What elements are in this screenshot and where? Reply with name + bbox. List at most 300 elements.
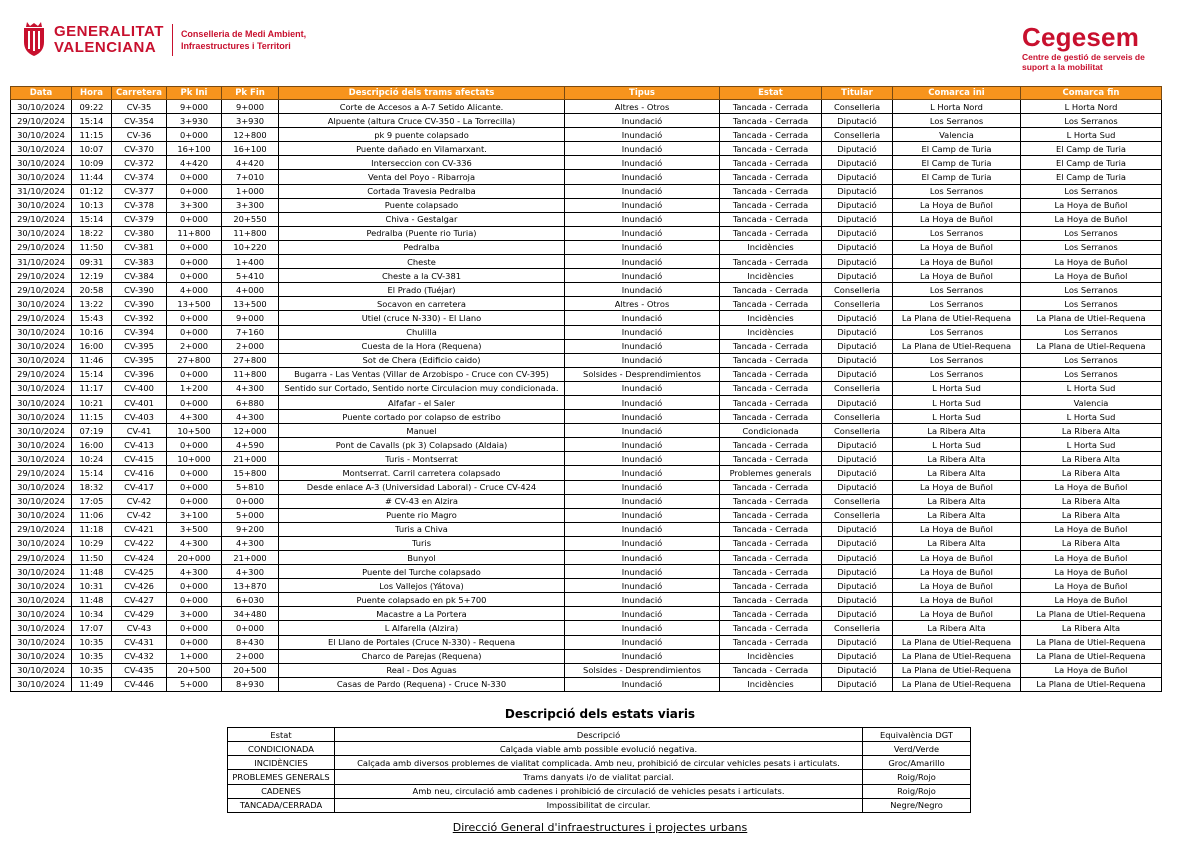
cell-status: Problemes generals	[720, 466, 822, 480]
cell-pk-start: 5+000	[167, 677, 222, 691]
cell-road: CV-354	[112, 114, 167, 128]
cell-date: 30/10/2024	[11, 663, 72, 677]
cell-description: Chulilla	[279, 325, 565, 339]
cell-road: CV-383	[112, 255, 167, 269]
cell-status: Tancada - Cerrada	[720, 508, 822, 522]
cell-type: Inundació	[565, 142, 720, 156]
cell-pk-start: 9+000	[167, 100, 222, 114]
cell-status: Tancada - Cerrada	[720, 226, 822, 240]
cell-owner: Diputació	[822, 353, 893, 367]
cell-time: 10:24	[72, 452, 112, 466]
cell-type: Inundació	[565, 621, 720, 635]
cell-type: Inundació	[565, 410, 720, 424]
table-header-row	[11, 87, 1162, 100]
cell-road: CV-426	[112, 579, 167, 593]
cell-pk-end: 6+880	[222, 395, 279, 409]
conselleria-name	[181, 28, 306, 52]
cell-description: Puente rio Magro	[279, 508, 565, 522]
cell-owner: Conselleria	[822, 508, 893, 522]
cell-road: CV-417	[112, 480, 167, 494]
cell-type: Inundació	[565, 240, 720, 254]
cell-owner: Diputació	[822, 170, 893, 184]
table-row	[11, 283, 1162, 297]
cell-road: CV-370	[112, 142, 167, 156]
cell-status: Tancada - Cerrada	[720, 297, 822, 311]
cell-owner: Diputació	[822, 367, 893, 381]
cell-type: Inundació	[565, 508, 720, 522]
cell-time: 17:05	[72, 494, 112, 508]
cell-pk-end: 13+870	[222, 579, 279, 593]
cell-type: Inundació	[565, 565, 720, 579]
cell-status: Tancada - Cerrada	[720, 621, 822, 635]
column-header-owner: Titular	[822, 87, 893, 100]
cell-region-end: Los Serranos	[1021, 297, 1162, 311]
cell-type: Inundació	[565, 480, 720, 494]
legend-cell-status: CADENES	[228, 784, 335, 798]
cell-description: Real - Dos Aguas	[279, 663, 565, 677]
cell-pk-end: 4+590	[222, 438, 279, 452]
cell-road: CV-392	[112, 311, 167, 325]
cell-region-end: La Hoya de Buñol	[1021, 522, 1162, 536]
cell-owner: Diputació	[822, 212, 893, 226]
cell-time: 11:50	[72, 551, 112, 565]
cell-road: CV-400	[112, 381, 167, 395]
cell-pk-end: 27+800	[222, 353, 279, 367]
cell-date: 30/10/2024	[11, 170, 72, 184]
cell-type: Inundació	[565, 198, 720, 212]
cell-road: CV-416	[112, 466, 167, 480]
cell-type: Inundació	[565, 353, 720, 367]
cell-pk-start: 0+000	[167, 184, 222, 198]
cell-region-start: La Ribera Alta	[893, 424, 1021, 438]
cell-region-end: La Ribera Alta	[1021, 452, 1162, 466]
cell-road: CV-380	[112, 226, 167, 240]
cell-description: Puente cortado por colapso de estribo	[279, 410, 565, 424]
cell-region-start: La Hoya de Buñol	[893, 607, 1021, 621]
cell-type: Inundació	[565, 593, 720, 607]
table-row	[11, 100, 1162, 114]
cell-pk-start: 0+000	[167, 593, 222, 607]
cell-type: Inundació	[565, 283, 720, 297]
cell-pk-end: 5+410	[222, 269, 279, 283]
cell-owner: Diputació	[822, 395, 893, 409]
cell-region-end: Los Serranos	[1021, 114, 1162, 128]
cell-pk-end: 3+300	[222, 198, 279, 212]
legend-cell-description: Impossibilitat de circular.	[335, 798, 863, 812]
cell-owner: Diputació	[822, 579, 893, 593]
cell-type: Solsides - Desprendimientos	[565, 663, 720, 677]
cell-pk-end: 9+000	[222, 100, 279, 114]
cell-region-end: L Horta Sud	[1021, 410, 1162, 424]
cell-pk-end: 0+000	[222, 494, 279, 508]
cell-pk-start: 0+000	[167, 212, 222, 226]
cell-date: 30/10/2024	[11, 100, 72, 114]
cell-time: 11:50	[72, 240, 112, 254]
cell-description: Pont de Cavalls (pk 3) Colapsado (Aldaia)	[279, 438, 565, 452]
cell-pk-start: 4+300	[167, 410, 222, 424]
table-row	[11, 607, 1162, 621]
cell-time: 10:21	[72, 395, 112, 409]
cell-region-start: La Plana de Utiel-Requena	[893, 339, 1021, 353]
table-row	[11, 424, 1162, 438]
cell-region-end: La Hoya de Buñol	[1021, 551, 1162, 565]
cell-pk-end: 6+030	[222, 593, 279, 607]
cell-description: Puente dañado en Vilamarxant.	[279, 142, 565, 156]
cell-date: 29/10/2024	[11, 466, 72, 480]
cell-date: 29/10/2024	[11, 212, 72, 226]
cell-owner: Diputació	[822, 156, 893, 170]
cell-pk-end: 11+800	[222, 226, 279, 240]
cell-status: Tancada - Cerrada	[720, 255, 822, 269]
cell-region-start: La Hoya de Buñol	[893, 551, 1021, 565]
cell-description: Turis	[279, 536, 565, 550]
cell-pk-end: 9+000	[222, 311, 279, 325]
column-header-type: Tipus	[565, 87, 720, 100]
cell-description: Sot de Chera (Edificio caido)	[279, 353, 565, 367]
cell-road: CV-395	[112, 353, 167, 367]
cell-region-start: Los Serranos	[893, 226, 1021, 240]
legend-table-container	[227, 727, 970, 813]
cell-date: 29/10/2024	[11, 283, 72, 297]
cell-owner: Conselleria	[822, 424, 893, 438]
table-row	[11, 325, 1162, 339]
cell-pk-start: 0+000	[167, 579, 222, 593]
cell-owner: Diputació	[822, 198, 893, 212]
cell-status: Tancada - Cerrada	[720, 395, 822, 409]
cell-pk-end: 4+300	[222, 410, 279, 424]
cell-pk-start: 11+800	[167, 226, 222, 240]
cell-pk-start: 20+500	[167, 663, 222, 677]
cell-owner: Diputació	[822, 142, 893, 156]
cell-road: CV-431	[112, 635, 167, 649]
cell-type: Inundació	[565, 156, 720, 170]
cell-region-start: La Hoya de Buñol	[893, 240, 1021, 254]
cell-status: Incidències	[720, 325, 822, 339]
cegesem-subtitle-line1: Centre de gestió de serveis de	[1022, 52, 1145, 62]
cell-date: 30/10/2024	[11, 494, 72, 508]
cell-region-end: La Hoya de Buñol	[1021, 579, 1162, 593]
cell-type: Inundació	[565, 339, 720, 353]
cell-road: CV-384	[112, 269, 167, 283]
table-row	[11, 536, 1162, 550]
legend-column-header-dgt-equivalent: Equivalència DGT	[863, 728, 971, 742]
table-row	[11, 212, 1162, 226]
cell-date: 30/10/2024	[11, 297, 72, 311]
cell-date: 30/10/2024	[11, 593, 72, 607]
cell-region-end: La Ribera Alta	[1021, 508, 1162, 522]
cell-description: Cheste	[279, 255, 565, 269]
table-row	[11, 579, 1162, 593]
cell-pk-start: 0+000	[167, 438, 222, 452]
cell-date: 30/10/2024	[11, 325, 72, 339]
cell-pk-start: 4+420	[167, 156, 222, 170]
table-row	[11, 621, 1162, 635]
legend-row	[228, 784, 971, 798]
cell-owner: Diputació	[822, 255, 893, 269]
cell-pk-end: 12+000	[222, 424, 279, 438]
table-row	[11, 551, 1162, 565]
cell-description: Interseccion con CV-336	[279, 156, 565, 170]
cell-description: Turis - Montserrat	[279, 452, 565, 466]
table-row	[11, 395, 1162, 409]
cell-status: Tancada - Cerrada	[720, 480, 822, 494]
cell-pk-end: 11+800	[222, 367, 279, 381]
cell-region-start: Valencia	[893, 128, 1021, 142]
cell-pk-end: 10+220	[222, 240, 279, 254]
cell-region-start: La Plana de Utiel-Requena	[893, 635, 1021, 649]
cell-region-end: El Camp de Turia	[1021, 142, 1162, 156]
cell-time: 18:32	[72, 480, 112, 494]
cell-region-end: La Plana de Utiel-Requena	[1021, 635, 1162, 649]
cell-owner: Diputació	[822, 607, 893, 621]
legend-column-header-status: Estat	[228, 728, 335, 742]
legend-row	[228, 756, 971, 770]
cell-pk-end: 7+160	[222, 325, 279, 339]
table-row	[11, 452, 1162, 466]
cell-type: Inundació	[565, 536, 720, 550]
cell-owner: Conselleria	[822, 621, 893, 635]
cell-pk-end: 15+800	[222, 466, 279, 480]
cell-road: CV-390	[112, 297, 167, 311]
cell-description: Los Vallejos (Yátova)	[279, 579, 565, 593]
cell-description: Pedralba	[279, 240, 565, 254]
cell-date: 29/10/2024	[11, 311, 72, 325]
road-incidents-table	[10, 86, 1162, 692]
cell-region-end: La Hoya de Buñol	[1021, 269, 1162, 283]
table-row	[11, 635, 1162, 649]
cell-pk-start: 1+000	[167, 649, 222, 663]
cell-time: 11:15	[72, 128, 112, 142]
cell-time: 18:22	[72, 226, 112, 240]
cell-time: 01:12	[72, 184, 112, 198]
cell-time: 10:29	[72, 536, 112, 550]
cell-status: Tancada - Cerrada	[720, 100, 822, 114]
column-header-pk-start: Pk Ini	[167, 87, 222, 100]
cell-status: Tancada - Cerrada	[720, 381, 822, 395]
cell-owner: Diputació	[822, 325, 893, 339]
column-header-time: Hora	[72, 87, 112, 100]
cell-status: Tancada - Cerrada	[720, 452, 822, 466]
cell-time: 20:58	[72, 283, 112, 297]
cell-road: CV-435	[112, 663, 167, 677]
cell-date: 30/10/2024	[11, 677, 72, 691]
cell-description: Cuesta de la Hora (Requena)	[279, 339, 565, 353]
cell-pk-end: 21+000	[222, 551, 279, 565]
cell-owner: Diputació	[822, 480, 893, 494]
cell-description: Chiva - Gestalgar	[279, 212, 565, 226]
cell-type: Inundació	[565, 381, 720, 395]
table-body	[11, 100, 1162, 692]
cell-road: CV-415	[112, 452, 167, 466]
legend-cell-dgt-equivalent: Negre/Negro	[863, 798, 971, 812]
cell-status: Condicionada	[720, 424, 822, 438]
table-row	[11, 663, 1162, 677]
cell-description: Corte de Accesos a A-7 Setido Alicante.	[279, 100, 565, 114]
cell-region-end: La Hoya de Buñol	[1021, 212, 1162, 226]
cell-type: Inundació	[565, 466, 720, 480]
cell-time: 16:00	[72, 339, 112, 353]
cell-owner: Diputació	[822, 339, 893, 353]
cell-owner: Diputació	[822, 649, 893, 663]
cell-region-end: Los Serranos	[1021, 367, 1162, 381]
cell-description: Alpuente (altura Cruce CV-350 - La Torrecilla)	[279, 114, 565, 128]
cell-road: CV-427	[112, 593, 167, 607]
cell-type: Solsides - Desprendimientos	[565, 367, 720, 381]
cell-region-start: La Plana de Utiel-Requena	[893, 677, 1021, 691]
cegesem-name: Cegesem	[1022, 22, 1140, 52]
table-row	[11, 184, 1162, 198]
cell-date: 29/10/2024	[11, 114, 72, 128]
cell-date: 30/10/2024	[11, 410, 72, 424]
cell-time: 11:46	[72, 353, 112, 367]
cell-type: Inundació	[565, 607, 720, 621]
cell-owner: Conselleria	[822, 410, 893, 424]
cell-date: 30/10/2024	[11, 381, 72, 395]
cell-type: Inundació	[565, 522, 720, 536]
cell-time: 17:07	[72, 621, 112, 635]
cell-time: 10:31	[72, 579, 112, 593]
cell-pk-start: 0+000	[167, 325, 222, 339]
cell-time: 15:14	[72, 114, 112, 128]
table-row	[11, 381, 1162, 395]
cell-region-end: La Plana de Utiel-Requena	[1021, 311, 1162, 325]
table-row	[11, 311, 1162, 325]
cell-pk-end: 4+300	[222, 381, 279, 395]
cell-pk-end: 2+000	[222, 649, 279, 663]
cell-pk-end: 3+930	[222, 114, 279, 128]
cell-time: 07:19	[72, 424, 112, 438]
cell-description: Casas de Pardo (Requena) - Cruce N-330	[279, 677, 565, 691]
legend-body	[228, 742, 971, 813]
cell-date: 30/10/2024	[11, 339, 72, 353]
cell-description: Charco de Parejas (Requena)	[279, 649, 565, 663]
legend-row	[228, 742, 971, 756]
cell-pk-start: 0+000	[167, 395, 222, 409]
cell-type: Inundació	[565, 649, 720, 663]
cell-type: Inundació	[565, 311, 720, 325]
legend-cell-dgt-equivalent: Groc/Amarillo	[863, 756, 971, 770]
cell-pk-end: 7+010	[222, 170, 279, 184]
cell-pk-end: 12+800	[222, 128, 279, 142]
cell-pk-end: 4+420	[222, 156, 279, 170]
cell-road: CV-43	[112, 621, 167, 635]
cell-status: Incidències	[720, 649, 822, 663]
cell-region-start: La Plana de Utiel-Requena	[893, 663, 1021, 677]
legend-cell-dgt-equivalent: Roig/Rojo	[863, 770, 971, 784]
cell-owner: Conselleria	[822, 283, 893, 297]
cell-type: Altres - Otros	[565, 100, 720, 114]
cell-time: 10:35	[72, 663, 112, 677]
cell-date: 30/10/2024	[11, 635, 72, 649]
cell-region-end: L Horta Nord	[1021, 100, 1162, 114]
cell-date: 30/10/2024	[11, 142, 72, 156]
table-row	[11, 269, 1162, 283]
cell-owner: Diputació	[822, 551, 893, 565]
legend-cell-status: TANCADA/CERRADA	[228, 798, 335, 812]
cell-date: 30/10/2024	[11, 128, 72, 142]
legend-cell-status: INCIDÈNCIES	[228, 756, 335, 770]
cell-description: Cortada Travesia Pedralba	[279, 184, 565, 198]
cell-pk-start: 20+000	[167, 551, 222, 565]
cell-pk-end: 4+000	[222, 283, 279, 297]
cell-time: 11:48	[72, 593, 112, 607]
cell-description: Socavon en carretera	[279, 297, 565, 311]
cell-owner: Conselleria	[822, 297, 893, 311]
cell-time: 11:06	[72, 508, 112, 522]
table-row	[11, 438, 1162, 452]
table-row	[11, 297, 1162, 311]
cell-region-start: El Camp de Turia	[893, 142, 1021, 156]
table-row	[11, 508, 1162, 522]
cell-date: 30/10/2024	[11, 226, 72, 240]
legend-title: Descripció dels estats viaris	[504, 707, 696, 721]
cell-description: Alfafar - el Saler	[279, 395, 565, 409]
cell-description: Venta del Poyo - Ribarroja	[279, 170, 565, 184]
legend-cell-description: Calçada amb diversos problemes de vialitat complicada. Amb neu, prohibició de circular vehicles pesats i articulats.	[335, 756, 863, 770]
cell-date: 30/10/2024	[11, 607, 72, 621]
cell-region-start: El Camp de Turia	[893, 156, 1021, 170]
cell-pk-start: 3+000	[167, 607, 222, 621]
cell-owner: Diputació	[822, 226, 893, 240]
page-header	[0, 0, 1200, 80]
cell-region-end: La Hoya de Buñol	[1021, 198, 1162, 212]
legend-row	[228, 770, 971, 784]
cell-time: 15:14	[72, 466, 112, 480]
cell-road: CV-381	[112, 240, 167, 254]
table-row	[11, 114, 1162, 128]
cell-date: 29/10/2024	[11, 269, 72, 283]
cell-time: 10:07	[72, 142, 112, 156]
cell-pk-start: 13+500	[167, 297, 222, 311]
cell-pk-start: 4+000	[167, 283, 222, 297]
legend-cell-description: Calçada viable amb possible evolució negativa.	[335, 742, 863, 756]
table-row	[11, 156, 1162, 170]
cell-pk-end: 20+550	[222, 212, 279, 226]
cell-time: 13:22	[72, 297, 112, 311]
cell-pk-start: 0+000	[167, 480, 222, 494]
column-header-region-end: Comarca fin	[1021, 87, 1162, 100]
cell-description: Sentido sur Cortado, Sentido norte Circulacion muy condicionada.	[279, 381, 565, 395]
cell-date: 30/10/2024	[11, 452, 72, 466]
cell-description: El Prado (Tuéjar)	[279, 283, 565, 297]
cell-description: Desde enlace A-3 (Universidad Laboral) - Cruce CV-424	[279, 480, 565, 494]
cell-date: 31/10/2024	[11, 255, 72, 269]
column-header-status: Estat	[720, 87, 822, 100]
cell-pk-start: 3+930	[167, 114, 222, 128]
cell-pk-start: 10+500	[167, 424, 222, 438]
cell-road: CV-372	[112, 156, 167, 170]
cell-status: Tancada - Cerrada	[720, 142, 822, 156]
road-incidents-table-container	[10, 86, 1161, 692]
cell-road: CV-35	[112, 100, 167, 114]
cell-description: Bugarra - Las Ventas (Villar de Arzobispo - Cruce con CV-395)	[279, 367, 565, 381]
cell-description: Cheste a la CV-381	[279, 269, 565, 283]
cell-type: Inundació	[565, 226, 720, 240]
cell-time: 15:14	[72, 367, 112, 381]
column-header-region-start: Comarca ini	[893, 87, 1021, 100]
cell-description: pk 9 puente colapsado	[279, 128, 565, 142]
cell-pk-start: 3+100	[167, 508, 222, 522]
cell-road: CV-394	[112, 325, 167, 339]
cell-type: Inundació	[565, 325, 720, 339]
cell-status: Tancada - Cerrada	[720, 198, 822, 212]
cell-region-start: La Hoya de Buñol	[893, 255, 1021, 269]
cell-description: Pedralba (Puente rio Turia)	[279, 226, 565, 240]
cell-status: Tancada - Cerrada	[720, 114, 822, 128]
table-row	[11, 128, 1162, 142]
cell-owner: Diputació	[822, 184, 893, 198]
cell-status: Tancada - Cerrada	[720, 663, 822, 677]
